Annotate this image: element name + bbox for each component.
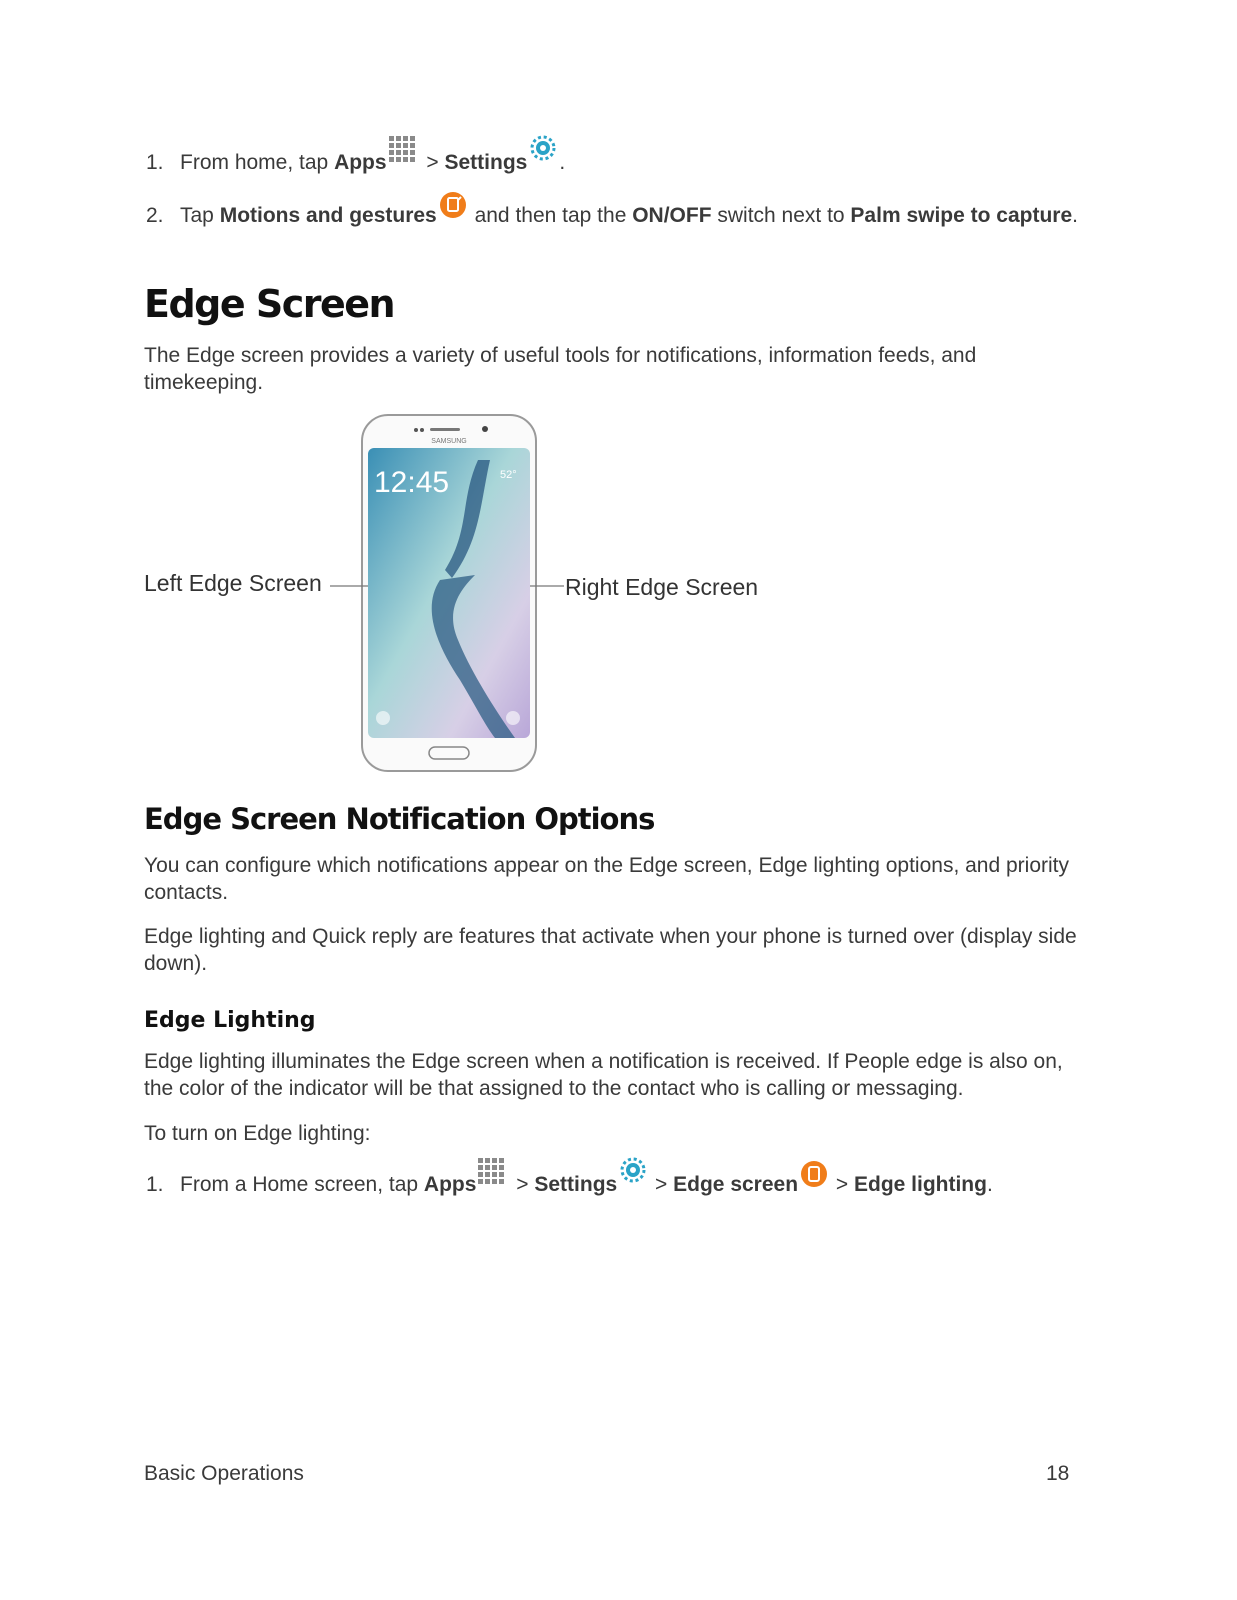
step-text <box>180 203 1086 231</box>
step-text <box>180 150 1086 180</box>
heading-notification-options: Edge Screen Notification Options <box>144 802 655 836</box>
intro-paragraph: The Edge screen provides a variety of useful tools for notifications, information feeds, and timekeeping. <box>144 344 977 394</box>
left-edge-label: Left Edge Screen <box>144 570 322 596</box>
palm-swipe-label: Palm swipe to capture <box>850 204 1073 227</box>
footer-section: Basic Operations <box>144 1462 304 1485</box>
lighting-paragraph-1: Edge lighting illuminates the Edge screen when a notification is received. If People edge is also on, the color of the indicator will be that assigned to the contact who is calling or messaging. <box>144 1050 1063 1100</box>
clock-text: 12:45 <box>374 466 450 499</box>
separator: > <box>510 1173 535 1196</box>
apps-label: Apps <box>334 151 387 174</box>
apps-grid-icon <box>478 1158 508 1186</box>
separator: > <box>420 151 445 174</box>
heading-edge-screen: Edge Screen <box>144 282 395 326</box>
step-number: 2. <box>146 204 164 227</box>
step-1 <box>146 150 1086 180</box>
separator: > <box>830 1173 854 1196</box>
step-text-mid2: switch next to <box>711 204 851 227</box>
settings-gear-icon <box>619 1156 647 1186</box>
right-edge-label: Right Edge Screen <box>565 574 759 600</box>
edge-screen-icon <box>800 1160 828 1188</box>
apps-grid-icon <box>389 136 419 164</box>
step-text-pre: From home, tap <box>180 151 335 174</box>
motions-gestures-icon <box>439 191 467 219</box>
step-2 <box>146 203 1086 231</box>
step-end: . <box>559 151 566 174</box>
brand-text: SAMSUNG <box>431 438 467 445</box>
step-edge-lighting <box>146 1172 1086 1202</box>
separator: > <box>649 1173 674 1196</box>
step-text-pre: Tap <box>180 204 220 227</box>
heading-edge-lighting: Edge Lighting <box>144 1008 316 1033</box>
step-number: 1. <box>146 151 164 174</box>
step-text-pre: From a Home screen, tap <box>180 1173 424 1196</box>
edge-screen-label: Edge screen <box>673 1173 799 1196</box>
notif-paragraph-1: You can configure which notifications appear on the Edge screen, Edge lighting options, and priority contacts. <box>144 854 1069 904</box>
edge-lighting-label: Edge lighting <box>853 1173 987 1196</box>
step-text-mid: and then tap the <box>468 204 633 227</box>
settings-gear-icon <box>529 134 557 164</box>
step-text <box>180 1172 1086 1202</box>
motions-label: Motions and gestures <box>219 204 437 227</box>
notif-paragraph-2: Edge lighting and Quick reply are features that activate when your phone is turned over (display side down). <box>144 925 1077 975</box>
apps-label: Apps <box>423 1173 477 1196</box>
step-end: . <box>1072 204 1078 227</box>
step-end: . <box>986 1173 993 1196</box>
temperature-text: 52° <box>500 469 517 481</box>
phone-figure <box>140 410 780 780</box>
footer-page-number: 18 <box>1046 1462 1070 1485</box>
settings-label: Settings <box>444 151 528 174</box>
onoff-label: ON/OFF <box>632 204 712 227</box>
lighting-paragraph-2: To turn on Edge lighting: <box>144 1122 371 1145</box>
settings-label: Settings <box>534 1173 618 1196</box>
step-number: 1. <box>146 1173 164 1196</box>
